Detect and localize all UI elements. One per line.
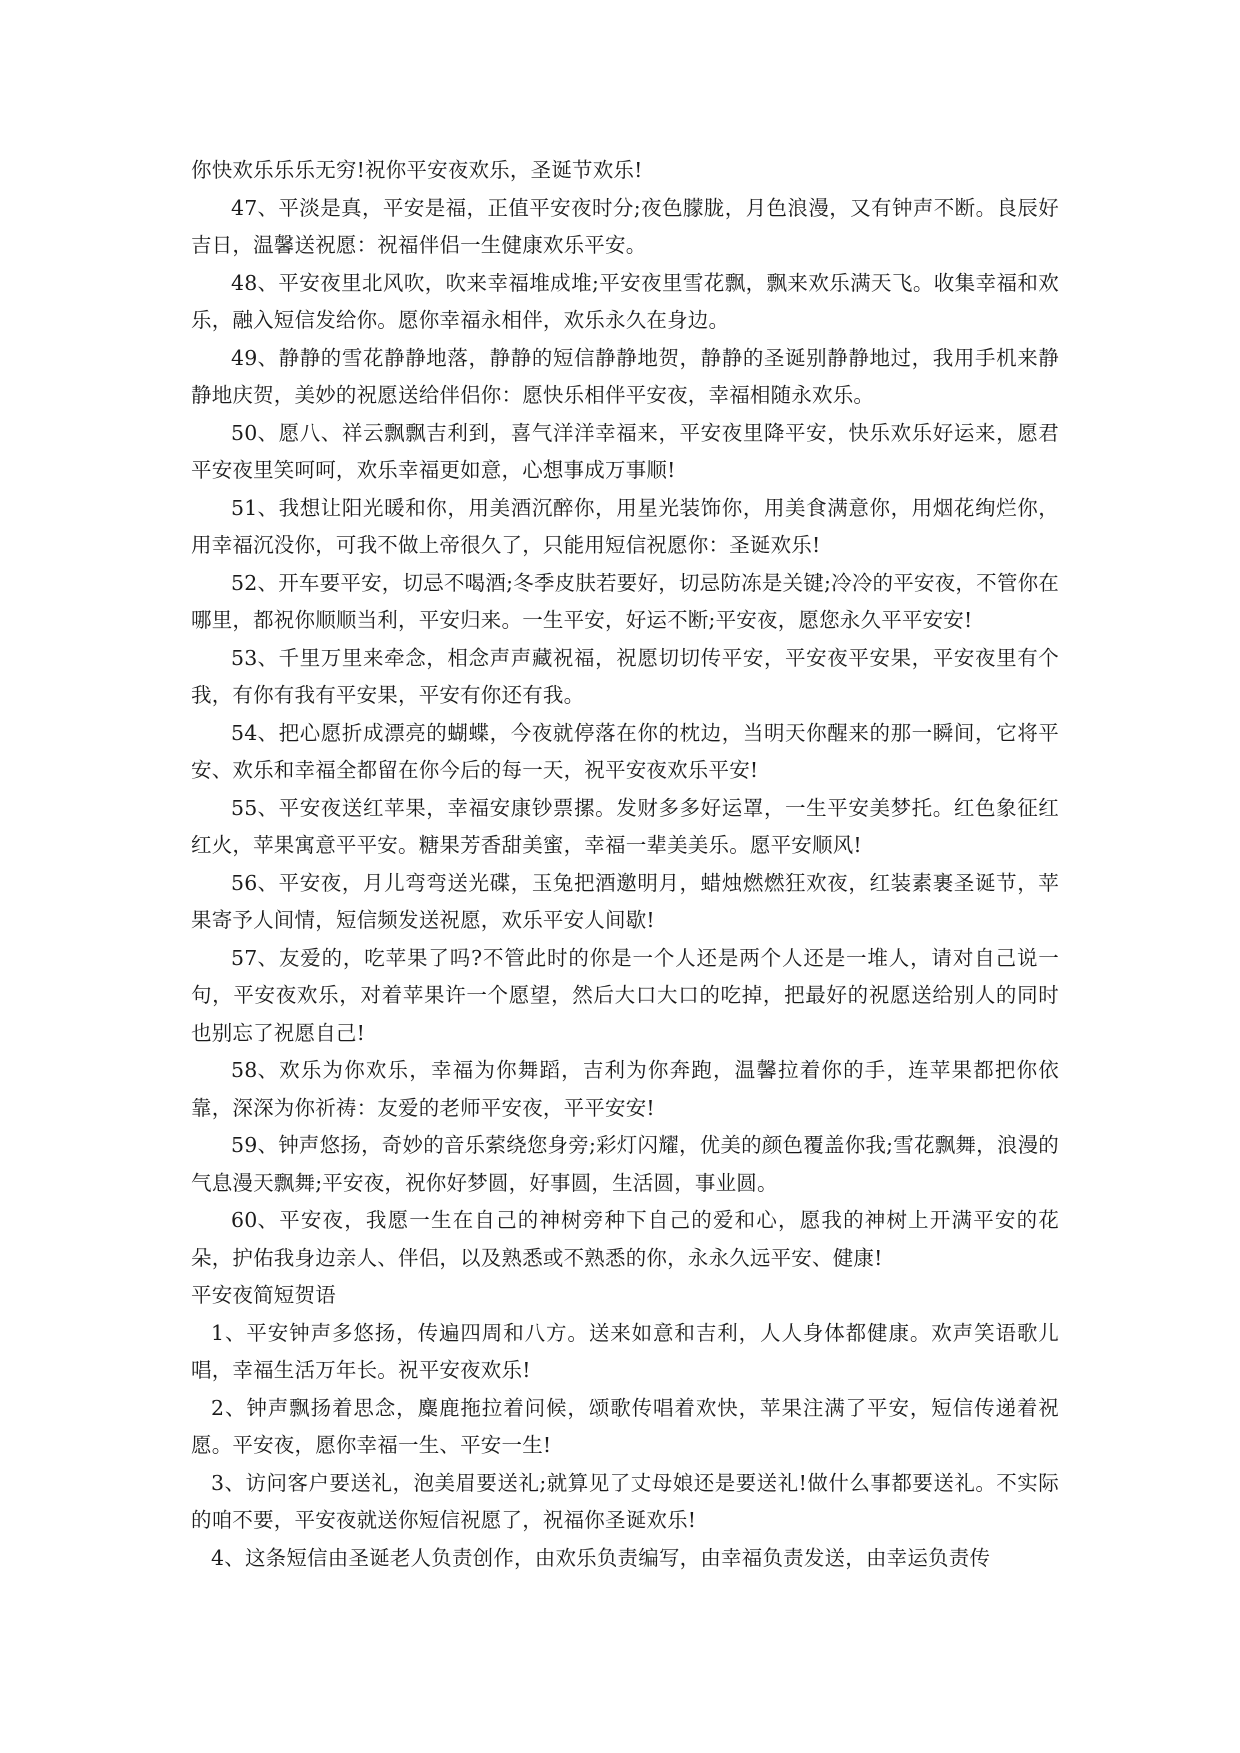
item-number: 51、	[231, 495, 279, 520]
item-text: 我想让阳光暖和你，用美酒沉醉你，用星光装饰你，用美食满意你，用烟花绚烂你，用幸福沉没你，可我不做上帝很久了，只能用短信祝愿你：圣诞欢乐!	[191, 495, 1059, 557]
item-number: 58、	[231, 1058, 279, 1082]
item-number: 47、	[231, 195, 279, 220]
item-number: 49、	[231, 345, 279, 370]
item-text: 这条短信由圣诞老人负责创作，由欢乐负责编写，由幸福负责发送，由幸运负责传	[244, 1545, 991, 1570]
item-text: 平安夜送红苹果，幸福安康钞票摞。发财多多好运罩，一生平安美梦托。红色象征红红火，苹果寓意平平安。糖果芳香甜美蜜，幸福一辈美美乐。愿平安顺风!	[191, 795, 1059, 857]
item-text: 平安夜里北风吹，吹来幸福堆成堆;平安夜里雪花飘，飘来欢乐满天飞。收集幸福和欢乐，融入短信发给你。愿你幸福永相伴，欢乐永久在身边。	[191, 270, 1059, 332]
list-item-59	[191, 1127, 1059, 1202]
list-item-52	[191, 565, 1059, 640]
item-number: 3、	[211, 1470, 246, 1495]
item-number: 4、	[211, 1545, 245, 1570]
item-text: 平安钟声多悠扬，传遍四周和八方。送来如意和吉利，人人身体都健康。欢声笑语歌儿唱，幸福生活万年长。祝平安夜欢乐!	[191, 1320, 1059, 1382]
list-item-47	[191, 190, 1059, 265]
item-text: 访问客户要送礼，泡美眉要送礼;就算见了丈母娘还是要送礼!做什么事都要送礼。不实际的咱不要，平安夜就送你短信祝愿了，祝福你圣诞欢乐!	[191, 1470, 1059, 1532]
list-item-1	[191, 1315, 1059, 1390]
section-title: 平安夜简短贺语	[191, 1283, 336, 1307]
item-number: 50、	[231, 420, 279, 445]
item-text: 平安夜，月儿弯弯送光碟，玉兔把酒邀明月，蜡烛燃燃狂欢夜，红装素裹圣诞节，苹果寄予人间情，短信频发送祝愿，欢乐平安人间歇!	[191, 870, 1059, 932]
item-text: 平淡是真，平安是福，正值平安夜时分;夜色朦胧，月色浪漫，又有钟声不断。良辰好吉日，温馨送祝愿：祝福伴侣一生健康欢乐平安。	[191, 195, 1059, 257]
list-item-48	[191, 265, 1059, 340]
list-item-4	[191, 1540, 1059, 1578]
item-number: 54、	[231, 720, 279, 745]
item-number: 1、	[211, 1320, 247, 1345]
list-item-58	[191, 1052, 1059, 1127]
item-text: 平安夜，我愿一生在自己的神树旁种下自己的爱和心，愿我的神树上开满平安的花朵，护佑我身边亲人、伴侣，以及熟悉或不熟悉的你，永永久远平安、健康!	[191, 1208, 1059, 1270]
list-item-51	[191, 490, 1059, 565]
item-number: 59、	[231, 1133, 279, 1157]
item-text: 愿八、祥云飘飘吉利到，喜气洋洋幸福来，平安夜里降平安，快乐欢乐好运来，愿君平安夜里笑呵呵，欢乐幸福更如意，心想事成万事顺!	[191, 420, 1059, 482]
list-item-3	[191, 1465, 1059, 1540]
list-item-60	[191, 1202, 1059, 1277]
item-text: 钟声飘扬着思念，麋鹿拖拉着问候，颂歌传唱着欢快，苹果注满了平安，短信传递着祝愿。平安夜，愿你幸福一生、平安一生!	[191, 1395, 1059, 1457]
item-text: 开车要平安，切忌不喝酒;冬季皮肤若要好，切忌防冻是关键;冷冷的平安夜，不管你在哪里，都祝你顺顺当利，平安归来。一生平安，好运不断;平安夜，愿您永久平平安安!	[191, 570, 1059, 632]
item-number: 57、	[231, 945, 279, 970]
item-number: 2、	[211, 1395, 247, 1420]
document-page	[191, 152, 1059, 1577]
item-text: 欢乐为你欢乐，幸福为你舞蹈，吉利为你奔跑，温馨拉着你的手，连苹果都把你依靠，深深为你祈祷：友爱的老师平安夜，平平安安!	[191, 1058, 1059, 1120]
item-number: 60、	[231, 1208, 279, 1232]
list-item-54	[191, 715, 1059, 790]
list-item-56	[191, 865, 1059, 940]
list-item-53	[191, 640, 1059, 715]
item-number: 53、	[231, 645, 279, 670]
list-item-50	[191, 415, 1059, 490]
list-item-2	[191, 1390, 1059, 1465]
list-item-49	[191, 340, 1059, 415]
list-item-55	[191, 790, 1059, 865]
item-number: 48、	[231, 270, 279, 295]
item-text: 静静的雪花静静地落，静静的短信静静地贺，静静的圣诞别静静地过，我用手机来静静地庆贺，美妙的祝愿送给伴侣你：愿快乐相伴平安夜，幸福相随永欢乐。	[191, 345, 1059, 407]
item-number: 55、	[231, 795, 279, 820]
item-text: 把心愿折成漂亮的蝴蝶，今夜就停落在你的枕边，当明天你醒来的那一瞬间，它将平安、欢乐和幸福全都留在你今后的每一天，祝平安夜欢乐平安!	[191, 720, 1059, 782]
list-item-57	[191, 940, 1059, 1053]
item-number: 52、	[231, 570, 279, 595]
item-text: 友爱的，吃苹果了吗?不管此时的你是一个人还是两个人还是一堆人，请对自己说一句，平安夜欢乐，对着苹果许一个愿望，然后大口大口的吃掉，把最好的祝愿送给别人的同时也别忘了祝愿自己!	[191, 945, 1059, 1045]
item-text: 千里万里来牵念，相念声声藏祝福，祝愿切切传平安，平安夜平安果，平安夜里有个我，有你有我有平安果，平安有你还有我。	[191, 645, 1059, 707]
item-text: 钟声悠扬，奇妙的音乐萦绕您身旁;彩灯闪耀，优美的颜色覆盖你我;雪花飘舞，浪漫的气息漫天飘舞;平安夜，祝你好梦圆，好事圆，生活圆，事业圆。	[191, 1133, 1059, 1195]
continuation-paragraph: 你快欢乐乐乐无穷!祝你平安夜欢乐，圣诞节欢乐!	[191, 158, 643, 182]
item-number: 56、	[231, 870, 279, 895]
